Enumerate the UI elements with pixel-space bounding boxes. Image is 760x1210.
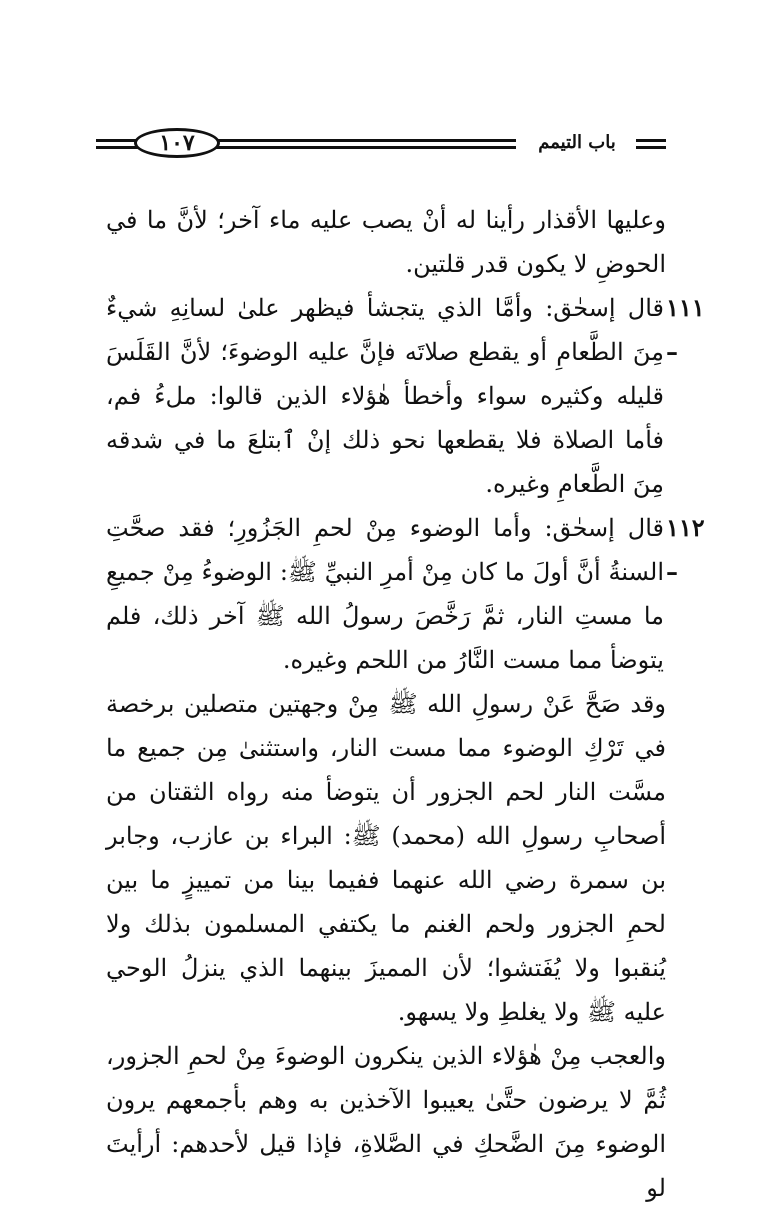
page-number-badge <box>134 128 220 158</box>
page-number: ١٠٧ <box>159 130 195 156</box>
page-header <box>96 124 666 166</box>
chapter-title: باب التيمم <box>538 132 616 153</box>
paragraph: وقد صَحَّ عَنْ رسولِ الله ﷺ مِنْ وجهتين متصلين برخصة في تَرْكِ الوضوء مما مست النار، واستثنىٰ مِن جميع ما مسَّت النار لحم الجزور أن يتوضأ منه رواه الثقتان من أصحابِ رسولِ الله (محمد) ﷺ: البراء بن عازب، وجابر بن سمرة رضي الله عنهما ففيما بينا من تمييزٍ ما بين لحمِ الجزور ولحم الغنم ما يكتفي المسلمون بذلك ولا يُنقبوا ولا يُفَتشوا؛ لأن المميزَ بينهما الذي ينزلُ الوحي عليه ﷺ ولا يغلطِ ولا يسهو. <box>106 690 666 1026</box>
header-rule <box>636 139 666 142</box>
paragraph: والعجب مِنْ هٰؤلاء الذين ينكرون الوضوءَ مِنْ لحمِ الجزور، ثُمَّ لا يرضون حتَّىٰ يعيبوا الآخذين به وهم بأجمعهم يرون الوضوء مِنَ الضَّحكِ في الصَّلاةِ، فإذا قيل لأحدهم: أرأيتَ لو <box>106 1042 666 1202</box>
paragraph: وعليها الأقذار رأينا له أنْ يصب عليه ماء آخر؛ لأنَّ ما في الحوضِ لا يكون قدر قلتين. <box>106 206 666 278</box>
numbered-paragraph-111 <box>106 286 705 506</box>
header-rule <box>636 146 666 149</box>
paragraph-text: قال إسحٰق: وأما الوضوء مِنْ لحمِ الجَزُورِ؛ فقد صحَّتِ السنةُ أنَّ أولَ ما كان مِنْ أمرِ النبيِّ ﷺ: الوضوءُ مِنْ جميعِ ما مستِ النار، ثمَّ رَخَّصَ رسولُ الله ﷺ آخر ذلك، فلم يتوضأ مما مست النَّارُ من اللحم وغيره. <box>106 514 664 674</box>
numbered-paragraph-112 <box>106 506 705 682</box>
paragraph-number: ١١٢ – <box>666 513 705 586</box>
paragraph-number: ١١١ – <box>666 293 705 366</box>
paragraph-text: قال إسحٰق: وأمَّا الذي يتجشأ فيظهر علىٰ لسانِهِ شيءٌ مِنَ الطَّعامِ أو يقطع صلاتَه فإنَّ عليه الوضوءَ؛ لأنَّ القَلَسَ قليله وكثيره سواء وأخطأ هٰؤلاء الذين قالوا: ملءُ فم، فأما الصلاة فلا يقطعها نحو ذلك إنْ ٱبتلعَ ما في شدقه مِنَ الطَّعامِ وغيره. <box>106 294 664 498</box>
header-rule <box>204 139 516 142</box>
page-body <box>106 198 705 1210</box>
header-rule <box>204 146 516 149</box>
